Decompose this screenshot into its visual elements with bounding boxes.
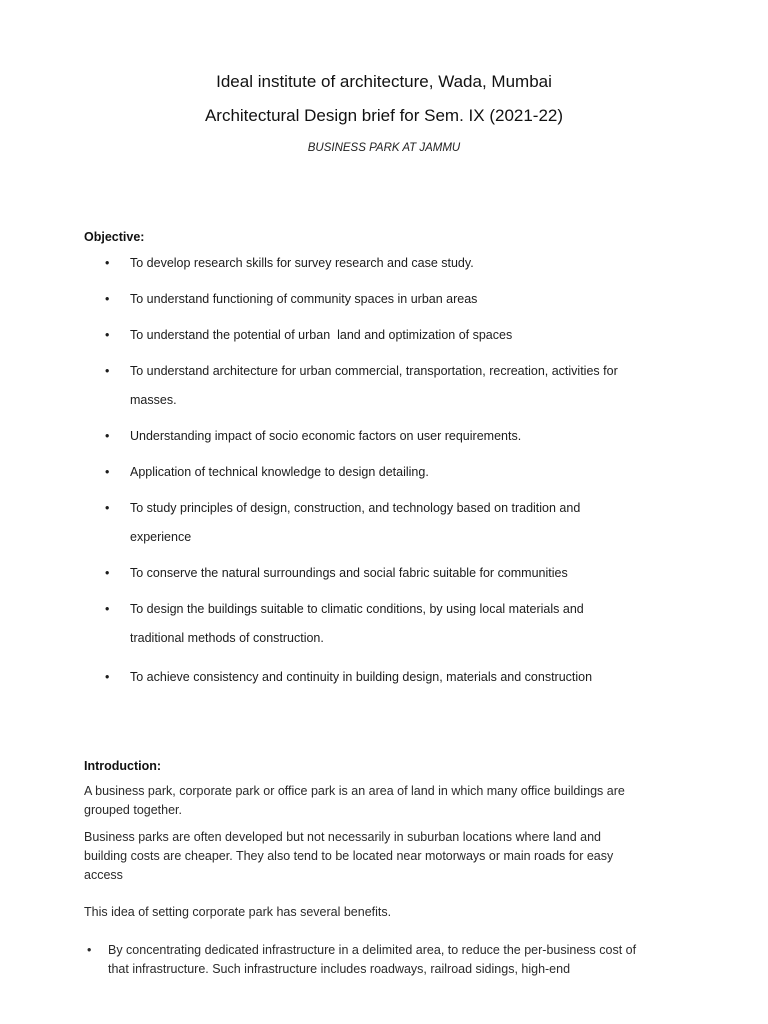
bullet-icon: • xyxy=(87,942,92,957)
objective-item xyxy=(0,321,768,350)
objective-list xyxy=(0,249,768,692)
introduction-heading: Introduction: xyxy=(84,759,162,773)
bullet-icon: • xyxy=(105,669,110,684)
objective-item-text: Application of technical knowledge to design detailing. xyxy=(130,464,429,479)
objective-item-text: Understanding impact of socio economic factors on user requirements. xyxy=(130,428,522,443)
objective-item xyxy=(0,663,768,692)
objective-item xyxy=(0,458,768,487)
brief-title: Architectural Design brief for Sem. IX (2021-22) xyxy=(204,106,564,125)
bullet-icon: • xyxy=(105,601,110,616)
objective-item-text: To understand functioning of community spaces in urban areas xyxy=(130,291,478,306)
objective-item-text: To study principles of design, construction, and technology based on tradition and xyxy=(130,500,581,515)
objective-heading: Objective: xyxy=(84,230,145,244)
paragraph-line: Business parks are often developed but not necessarily in suburban locations where land and xyxy=(84,829,601,844)
benefit-item-text: that infrastructure. Such infrastructure includes roadways, railroad sidings, high-end xyxy=(108,961,571,976)
bullet-icon: • xyxy=(105,327,110,342)
benefit-item xyxy=(0,941,768,979)
objective-item xyxy=(0,595,768,653)
bullet-icon: • xyxy=(105,500,110,515)
institute-title: Ideal institute of architecture, Wada, Mumbai xyxy=(216,72,552,91)
bullet-icon: • xyxy=(105,363,110,378)
objective-item xyxy=(0,494,768,552)
objective-item xyxy=(0,422,768,451)
bullet-icon: • xyxy=(105,464,110,479)
objective-item-text: To achieve consistency and continuity in building design, materials and construction xyxy=(130,669,593,684)
paragraph-line: A business park, corporate park or office park is an area of land in which many office buildings are xyxy=(84,783,625,798)
paragraph-line: This idea of setting corporate park has several benefits. xyxy=(84,904,392,919)
paragraph-line: building costs are cheaper. They also tend to be located near motorways or main roads for easy xyxy=(84,848,614,863)
objective-item-text: masses. xyxy=(130,392,177,407)
project-title: BUSINESS PARK AT JAMMU xyxy=(307,142,461,154)
benefit-item-text: By concentrating dedicated infrastructure in a delimited area, to reduce the per-business cost of xyxy=(108,942,637,957)
benefits-list xyxy=(0,941,768,979)
bullet-icon: • xyxy=(105,428,110,443)
paragraph-line: grouped together. xyxy=(84,802,182,817)
introduction-body xyxy=(0,782,768,979)
objective-item xyxy=(0,559,768,588)
introduction-paragraph xyxy=(0,903,768,922)
objective-item xyxy=(0,357,768,415)
bullet-icon: • xyxy=(105,291,110,306)
introduction-paragraph xyxy=(0,782,768,820)
paragraph-line: access xyxy=(84,867,123,882)
objective-item xyxy=(0,285,768,314)
objective-item-text: To understand the potential of urban land and optimization of spaces xyxy=(130,327,513,342)
objective-item-text: experience xyxy=(130,529,192,544)
introduction-paragraph xyxy=(0,828,768,885)
bullet-icon: • xyxy=(105,255,110,270)
objective-item-text: To understand architecture for urban commercial, transportation, recreation, activities for xyxy=(130,363,618,378)
objective-item-text: To develop research skills for survey research and case study. xyxy=(130,255,474,270)
objective-item-text: To conserve the natural surroundings and social fabric suitable for communities xyxy=(130,565,568,580)
objective-item xyxy=(0,249,768,278)
objective-item-text: traditional methods of construction. xyxy=(130,630,324,645)
objective-item-text: To design the buildings suitable to climatic conditions, by using local materials and xyxy=(130,601,584,616)
bullet-icon: • xyxy=(105,565,110,580)
